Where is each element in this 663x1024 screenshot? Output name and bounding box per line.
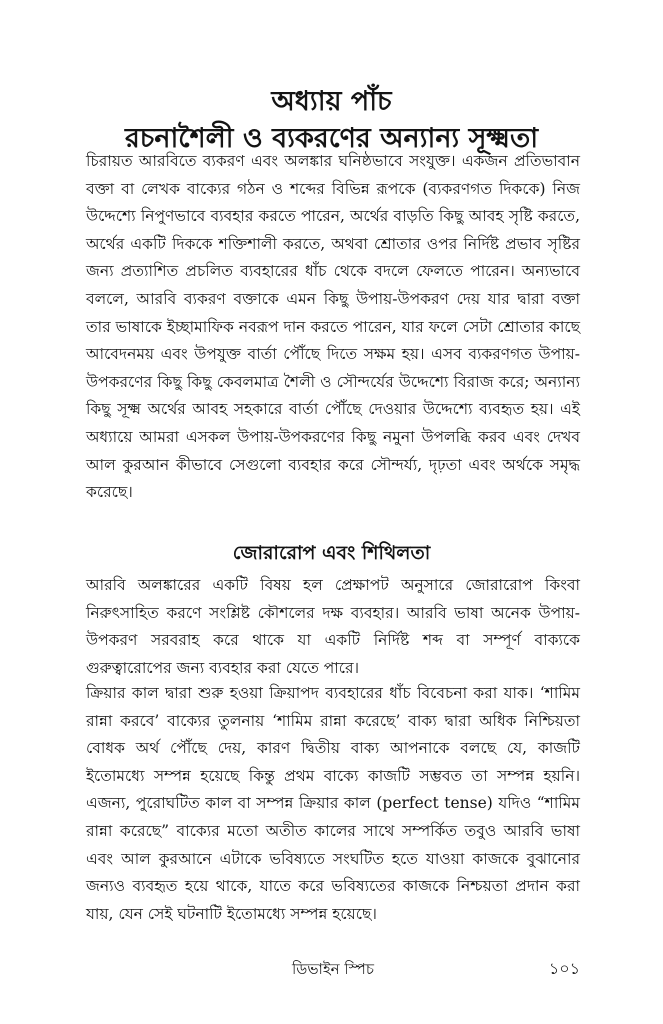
section-heading: জোরারোপ এবং শিথিলতা <box>232 542 431 564</box>
verb-tense-paragraph: ক্রিয়ার কাল দ্বারা শুরু হওয়া ক্রিয়াপদ ব্যবহারের ধাঁচ বিবেচনা করা যাক। ‘শামিম রান্না করবে’ বাক্যের তুলনায় ‘শামিম রান্না করেছে’ বাক্য দ্বারা অধিক নিশ্চিয়তা বোধক অর্থ পৌঁছে দেয়, কারণ দ্বিতীয় বাক্য আপনাকে বলছে যে, কাজটি ইতোমধ্যে সম্পন্ন হয়েছে কিন্তু প্রথম বাক্যে কাজটি সম্ভবত তা সম্পন্ন হয়নি। এজন্য, পুরোঘটিত কাল বা সম্পন্ন ক্রিয়ার কাল (perfect tense) যদিও “শামিম রান্না করেছে” বাক্যের মতো অতীত কালের সাথে সম্পর্কিত তবুও আরবি ভাষা এবং আল কুরআনে এটাকে ভবিষ্যতে সংঘটিত হতে যাওয়া কাজকে বুঝানোর জন্যও ব্যবহৃত হয়ে থাকে, যাতে করে ভবিষ্যতের কাজকে নিশ্চয়তা প্রদান করা যায়, যেন সেই ঘটনাটি ইতোমধ্যে সম্পন্ন হয়েছে। <box>86 684 580 923</box>
page-number: ১০১ <box>548 959 580 978</box>
chapter-label: অধ্যায় পাঁচ <box>271 86 392 117</box>
chapter-title: রচনাশৈলী ও ব্যকরণের অন্যান্য সূক্ষ্মতা <box>124 123 539 154</box>
chapter-header <box>60 84 603 158</box>
page-footer <box>86 955 580 983</box>
footer-book-title: ডিভাইন স্পিচ <box>292 960 374 978</box>
emphasis-paragraph: আরবি অলঙ্কারের একটি বিষয় হল প্রেক্ষাপট অনুসারে জোরারোপ কিংবা নিরুৎসাহিত করণে সংশ্লিষ্ট কৌশলের দক্ষ ব্যবহার। আরবি ভাষা অনেক উপায়-উপকরণ সরবরাহ করে থাকে যা একটি নির্দিষ্ট শব্দ বা সম্পূর্ণ বাক্যকে গুরুত্বারোপের জন্য ব্যবহার করা যেতে পারে। <box>86 576 580 677</box>
intro-paragraph: চিরায়ত আরবিতে ব্যকরণ এবং অলঙ্কার ঘনিষ্ঠভাবে সংযুক্ত। একজন প্রতিভাবান বক্তা বা লেখক বাক্যের গঠন ও শব্দের বিভিন্ন রূপকে (ব্যকরণগত দিককে) নিজ উদ্দেশ্যে নিপুণভাবে ব্যবহার করতে পারেন, অর্থের বাড়তি কিছু আবহ সৃষ্টি করতে, অর্থের একটি দিককে শক্তিশালী করতে, অথবা শ্রোতার ওপর নির্দিষ্ট প্রভাব সৃষ্টির জন্য প্রত্যাশিত প্রচলিত ব্যবহারের ধাঁচ থেকে বদলে ফেলতে পারেন। অন্যভাবে বললে, আরবি ব্যকরণ বক্তাকে এমন কিছু উপায়-উপকরণ দেয় যার দ্বারা বক্তা তার ভাষাকে ইচ্ছামাফিক নবরূপ দান করতে পারেন, যার ফলে সেটা শ্রোতার কাছে আবেদনময় এবং উপযুক্ত বার্তা পৌঁছে দিতে সক্ষম হয়। এসব ব্যকরণগত উপায়-উপকরণের কিছু কিছু কেবলমাত্র শৈলী ও সৌন্দর্যের উদ্দেশ্যে বিরাজ করে; অন্যান্য কিছু সূক্ষ্ম অর্থের আবহ সহকারে বার্তা পৌঁছে দেওয়ার উদ্দেশ্যে ব্যবহৃত হয়। এই অধ্যায়ে আমরা এসকল উপায়-উপকরণের কিছু নমুনা উপলব্ধি করব এবং দেখব আল কুরআন কীভাবে সেগুলো ব্যবহার করে সৌন্দর্য্য, দৃঢ়তা এবং অর্থকে সমৃদ্ধ করেছে। <box>86 152 580 502</box>
